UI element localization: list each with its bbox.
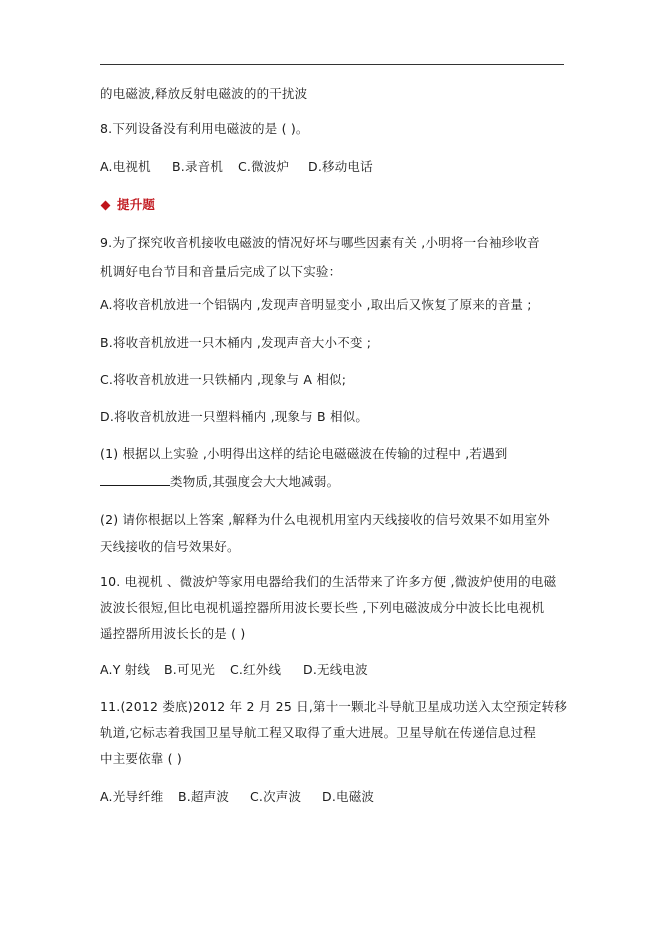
q8-option-b: B.录音机 [172,159,224,174]
q11-option-a: A.光导纤维 [100,789,164,804]
q11-line3: 中主要依靠 ( ) [100,751,183,766]
q9-sub1-tail: 类物质,其强度会大大地减弱。 [170,474,340,489]
q10-line1: 10. 电视机 、微波炉等家用电器给我们的生活带来了许多方便 ,微波炉使用的电磁 [100,574,557,589]
q10-line3: 遥控器所用波长长的是 ( ) [100,626,246,641]
q9-sub2-line1: (2) 请你根据以上答案 ,解释为什么电视机用室内天线接收的信号效果不如用室外 [100,512,550,527]
header-rule [100,64,564,65]
intro-tail: 的电磁波,释放反射电磁波的的干扰波 [100,86,308,101]
section-title: 提升题 [117,197,156,212]
q10-option-d: D.无线电波 [303,662,368,677]
q11-options [100,789,374,805]
q8-option-d: D.移动电话 [308,159,373,174]
q9-stem-line1: 9.为了探究收音机接收电磁波的情况好坏与哪些因素有关 ,小明将一台袖珍收音 [100,235,540,250]
q8-stem: 8.下列设备没有利用电磁波的是 ( )。 [100,121,309,136]
diamond-icon [101,200,111,210]
q10-option-b: B.可见光 [164,662,216,677]
q9-sub1-line2 [100,474,339,490]
q9-experiment-a: A.将收音机放进一个铝锅内 ,发现声音明显变小 ,取出后又恢复了原来的音量 ; [100,297,532,312]
q11-option-c: C.次声波 [250,789,302,804]
q11-line1: 11.(2012 娄底)2012 年 2 月 25 日,第十一颗北斗导航卫星成功送入太空预定转移 [100,699,568,714]
q9-experiment-c: C.将收音机放进一只铁桶内 ,现象与 A 相似; [100,372,347,387]
q10-options [100,662,368,678]
q9-experiment-b: B.将收音机放进一只木桶内 ,发现声音大小不变 ; [100,335,372,350]
q11-option-b: B.超声波 [178,789,230,804]
q11-option-d: D.电磁波 [322,789,375,804]
q8-option-a: A.电视机 [100,159,151,174]
answer-blank [100,474,170,486]
q10-line2: 波波长很短,但比电视机遥控器所用波长要长些 ,下列电磁波成分中波长比电视机 [100,600,545,615]
q9-experiment-d: D.将收音机放进一只塑料桶内 ,现象与 B 相似。 [100,409,369,424]
q9-sub1-line1: (1) 根据以上实验 ,小明得出这样的结论电磁磁波在传输的过程中 ,若遇到 [100,446,508,461]
section-heading [100,197,155,213]
q8-options [100,159,373,175]
q10-option-c: C.红外线 [230,662,282,677]
q9-sub2-line2: 天线接收的信号效果好。 [100,539,240,554]
q11-line2: 轨道,它标志着我国卫星导航工程又取得了重大进展。卫星导航在传递信息过程 [100,725,536,740]
q9-stem-line2: 机调好电台节目和音量后完成了以下实验： [100,264,342,279]
q8-option-c: C.微波炉 [238,159,290,174]
q10-option-a: A.Y 射线 [100,662,151,677]
